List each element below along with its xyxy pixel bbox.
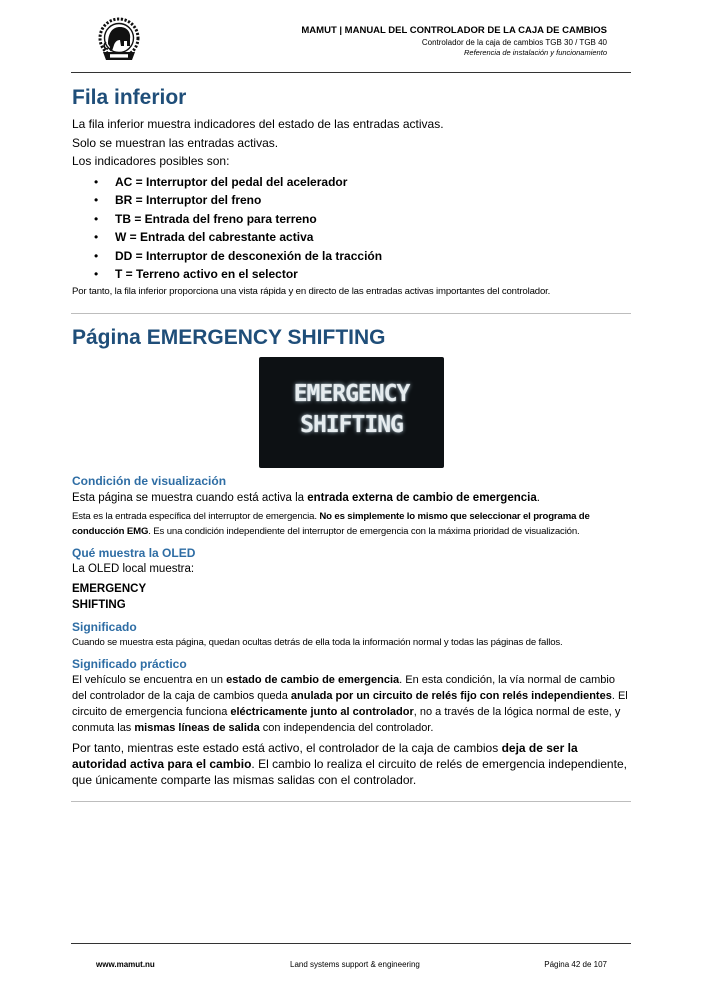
subheading: Condición de visualización (72, 474, 227, 488)
paragraph: El vehículo se encuentra en un estado de cambio de emergencia. En esta condición, la vía normal de cambio del controlador de la caja de cambios queda anulada por un circuito de relés fijo con relés independientes. El circuito de emergencia funciona eléctricamente junto al controlador, no a través de la lógica normal de este, y conmuta las mismas líneas de salida con independencia del controlador. (72, 674, 628, 734)
header-subtitle: Controlador de la caja de cambios TGB 30 / TGB 40 (421, 38, 607, 47)
section-divider (71, 801, 631, 802)
oled-text-line: SHIFTING (72, 599, 126, 611)
list-item: • AC = Interruptor del pedal del acelerador (115, 173, 630, 192)
list-item: • BR = Interruptor del freno (115, 191, 630, 210)
paragraph: Esta página se muestra cuando está activa la entrada externa de cambio de emergencia. (72, 492, 540, 504)
section-divider (71, 313, 631, 314)
footer-tagline: Land systems support & engineering (290, 960, 420, 969)
oled-photo (259, 357, 444, 468)
paragraph: La fila inferior muestra indicadores del estado de las entradas activas. (72, 117, 444, 131)
paragraph: Por tanto, la fila inferior proporciona una vista rápida y en directo de las entradas activas importantes del controlador. (72, 285, 551, 297)
page-header (301, 25, 607, 58)
footer-divider (71, 943, 631, 944)
list-item: • DD = Interruptor de desconexión de la tracción (115, 247, 630, 266)
paragraph: Por tanto, mientras este estado está activo, el controlador de la caja de cambios deja de ser la autoridad activa para el cambio. El cambio lo realiza el circuito de relés de emergencia independiente, que únicamente comparte las mismas salidas con el controlador. (72, 741, 627, 787)
section-emergency-body (72, 473, 630, 788)
list-item: • W = Entrada del cabrestante activa (115, 228, 630, 247)
mamut-logo-icon (93, 16, 145, 64)
section-heading: Página EMERGENCY SHIFTING (72, 326, 386, 349)
paragraph: Solo se muestran las entradas activas. (72, 135, 279, 150)
header-title: MAMUT | MANUAL DEL CONTROLADOR DE LA CAJA DE CAMBIOS (301, 25, 607, 36)
section-emergency-shifting (72, 325, 630, 351)
section-heading: Fila inferior (72, 86, 187, 109)
paragraph: Esta es la entrada específica del interruptor de emergencia. No es simplemente lo mismo que seleccionar el programa de conducción EMG. Es una condición independiente del interruptor de emergencia con la máxima prioridad de visualización. (72, 511, 590, 537)
paragraph: La OLED local muestra: (72, 563, 195, 575)
paragraph: Cuando se muestra esta página, quedan ocultas detrás de ella toda la información normal y todas las páginas de fallos. (72, 637, 563, 648)
oled-photo-text: EMERGENCY SHIFTING (293, 381, 410, 438)
footer-website: www.mamut.nu (96, 960, 155, 969)
list-item: • TB = Entrada del freno para terreno (115, 210, 630, 229)
subheading: Significado práctico (72, 657, 187, 671)
list-item: • T = Terreno activo en el selector (115, 265, 630, 284)
section-bottom-row (72, 85, 630, 299)
subheading: Qué muestra la OLED (72, 546, 196, 560)
paragraph: Los indicadores posibles son: (72, 154, 230, 168)
oled-text-line: EMERGENCY (72, 583, 147, 595)
footer-page-number: Página 42 de 107 (544, 960, 607, 969)
header-subtitle-2: Referencia de instalación y funcionamiento (463, 48, 607, 57)
indicator-list (72, 173, 630, 284)
header-divider (71, 72, 631, 73)
subheading: Significado (72, 620, 137, 634)
